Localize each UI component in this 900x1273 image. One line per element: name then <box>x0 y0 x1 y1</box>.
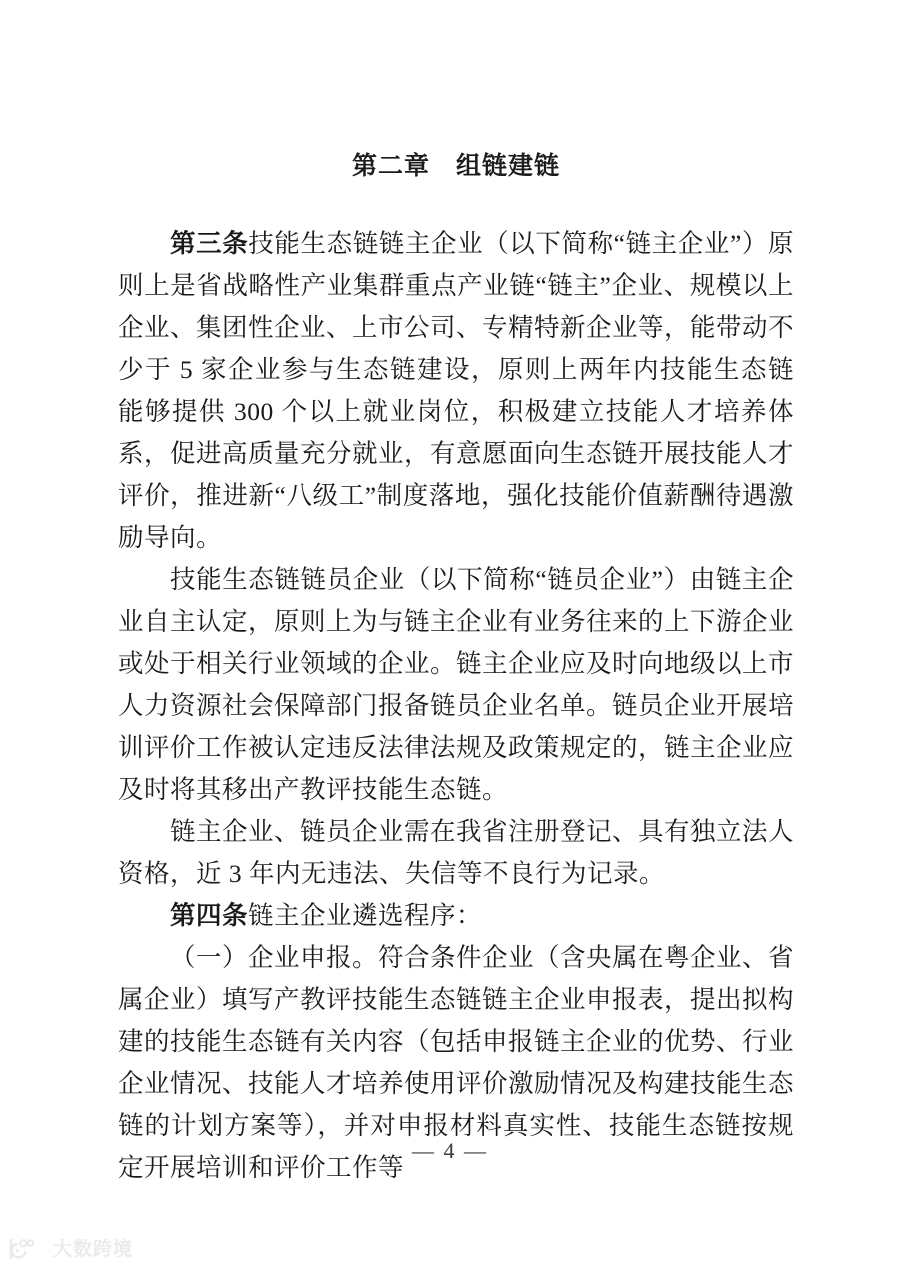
chain-member-definition-text: 技能生态链链员企业（以下简称“链员企业”）由链主企业自主认定，原则上为与链主企业有业务往来的上下游企业或处于相关行业领域的企业。链主企业应及时向地级以上市人力资源社会保障部门报备链员企业名单。链员企业开展培训评价工作被认定违反法律法规及政策规定的，链主企业应及时将其移出产教评技能生态链。 <box>118 564 795 804</box>
watermark-label: 大数跨境 <box>53 1238 134 1260</box>
paragraph-registration-requirement <box>118 811 794 895</box>
item-1-enterprise-application-text: （一）企业申报。符合条件企业（含央属在粤企业、省属企业）填写产教评技能生态链链主企业申报表，提出拟构建的技能生态链有关内容（包括申报链主企业的优势、行业企业情况、技能人才培养使用评价激励情况及构建技能生态链的计划方案等），并对申报材料真实性、技能生态链按规定开展培训和评价工作等 <box>118 942 795 1182</box>
article-label-3: 第三条 <box>170 229 249 258</box>
paragraph-article-4 <box>118 895 794 937</box>
paragraph-chain-member-definition <box>118 559 794 811</box>
dashu-kuajing-logo-icon <box>8 1237 46 1261</box>
article-text-3: 技能生态链链主企业（以下简称“链主企业”）原则上是省战略性产业集群重点产业链“链主”企业、规模以上企业、集团性企业、上市公司、专精特新企业等，能带动不少于 5 家企业参与生态链建设，原则上两年内技能生态链能够提供 300 个以上就业岗位，积极建立技能人才培养体系，促进高质量充分就业，有意愿面向生态链开展技能人才评价，推进新“八级工”制度落地，强化技能价值薪酬待遇激励导向。 <box>118 228 795 552</box>
registration-requirement-text: 链主企业、链员企业需在我省注册登记、具有独立法人资格，近 3 年内无违法、失信等不良行为记录。 <box>118 816 795 888</box>
article-text-4: 链主企业遴选程序： <box>248 900 483 930</box>
document-text-column <box>118 150 794 1189</box>
page-number: — 4 — <box>412 1138 488 1163</box>
watermark <box>8 1237 133 1261</box>
paragraph-article-3 <box>118 223 794 559</box>
chapter-heading: 第二章 组链建链 <box>351 152 560 180</box>
article-label-4: 第四条 <box>170 901 249 930</box>
